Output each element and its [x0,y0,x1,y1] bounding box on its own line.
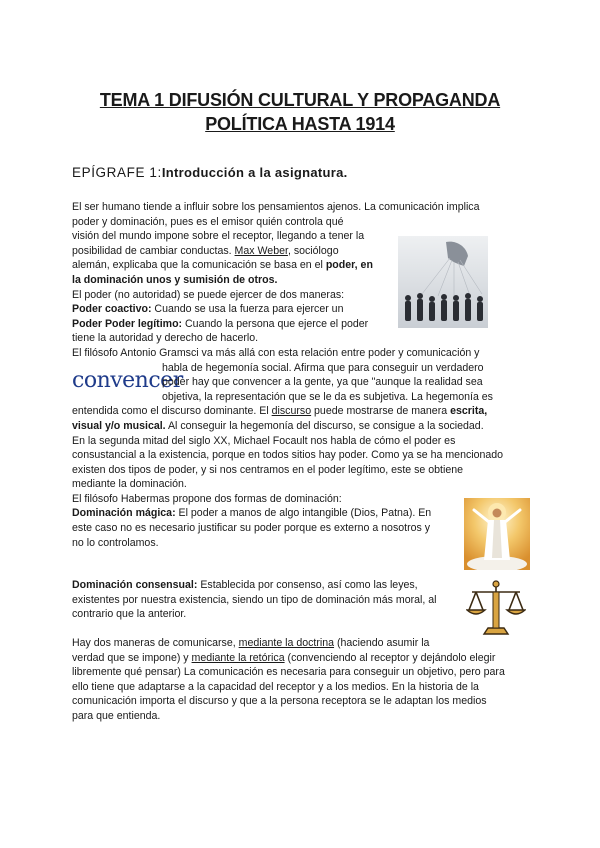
paragraph-5-line-4: no lo controlamos. [72,536,159,549]
paragraph-7-line-5: comunicación importa el discurso y que a la persona receptora se le adaptan los medios [72,695,487,708]
text-run: Cuando se usa la fuerza para ejercer un [151,303,344,316]
max-weber-link[interactable]: Max Weber [234,244,288,257]
paragraph-7-line-4: ello tiene que adaptarse a la capacidad del receptor y a los medios. En la historia de la [72,680,479,693]
paragraph-1-line-3: visión del mundo impone sobre el receptor, llegando a tener la [72,230,365,243]
paragraph-3-line-1: El filósofo Antonio Gramsci va más allá con esta relación entre poder y comunicación y [72,346,480,359]
title-line-2: POLÍTICA HASTA 1914 [205,114,395,134]
paragraph-2-line-1: El poder (no autoridad) se puede ejercer de dos maneras: [72,288,345,301]
doctrina-link[interactable]: mediante la doctrina [238,637,335,650]
paragraph-4-line-3: existen dos tipos de poder, y si nos centramos en el poder legítimo, este se obtiene [72,463,464,476]
section-heading-text: Introducción a la asignatura. [161,165,348,180]
text-run: El poder a manos de algo intangible (Dios, Patna). En [175,507,432,520]
paragraph-3-line-4: objetiva, la representación que se le da es subjetiva. La hegemonía es [162,390,493,403]
paragraph-2-line-4: tiene la autoridad y derecho de hacerlo. [72,332,259,345]
paragraph-4-line-2: consustancial a la existencia, porque en todos sitios hay poder. Como ya se ha mencionado [72,449,504,462]
spacer [72,564,530,578]
paragraph-1-line-6 [72,273,530,288]
paragraph-3-line-2: habla de hegemonía social. Afirma que para conseguir un verdadero [162,361,484,374]
paragraph-1-line-1: El ser humano tiende a influir sobre los pensamientos ajenos. La comunicación implica [72,201,480,213]
bold-run: Dominación consensual: [72,579,198,592]
section-heading-lead: EPÍGRAFE 1: [72,165,162,180]
convencer-wordart: convencer [72,368,183,393]
bold-run: Dominación mágica: [72,507,176,520]
paragraph-6-line-2: existentes por nuestra existencia, siendo un tipo de dominación más moral, al [72,593,437,606]
document-title [40,88,560,136]
dominacion-consensual-line [72,578,530,593]
text-run: (convenciendo al receptor y dejándolo elegir [284,651,496,664]
section-heading [72,165,348,180]
paragraph-1-line-5 [72,258,530,273]
paragraph-7-line-6: para que entienda. [72,710,161,722]
text-run: Hay dos maneras de comunicarse, [72,637,239,650]
bold-run: Poder Poder legítimo: [72,317,183,330]
text-run: verdad que se impone) y [72,651,192,664]
dominacion-magica-line [72,506,530,521]
paragraph-5-line-1: El filósofo Habermas propone dos formas de dominación: [72,492,342,505]
bold-run: la dominación unos y sumisión de otros. [72,273,278,286]
poder-coactivo-line [72,302,530,317]
paragraph-3-line-5 [72,404,530,419]
bold-run: escrita, [450,405,488,418]
paragraph-3-line-6 [72,419,530,434]
bold-run: poder, en [325,259,373,272]
paragraph-7-line-1 [72,636,530,651]
bold-run: Poder coactivo: [72,303,152,316]
text-run: , sociólogo [287,244,339,257]
paragraph-1-line-4 [72,244,530,259]
title-line-1: TEMA 1 DIFUSIÓN CULTURAL Y PROPAGANDA [99,90,501,110]
document-body [72,200,530,724]
text-run: alemán, explicaba que la comunicación se basa en el [72,259,326,272]
paragraph-4-line-1: En la segunda mitad del siglo XX, Michael Focault nos habla de cómo el poder es [72,434,456,447]
retorica-link[interactable]: mediante la retórica [191,651,285,664]
spacer [72,550,530,564]
text-run: entendida como el discurso dominante. El [72,405,272,418]
text-run: posibilidad de cambiar conductas. [72,244,235,257]
paragraph-3-line-3: poder hay que convencer a la gente, ya que "aunque la realidad sea [162,376,483,389]
poder-legitimo-line [72,317,530,332]
text-run: Establecida por consenso, así como las leyes, [197,579,418,592]
paragraph-5-line-3: este caso no es necesario justificar su poder porque es externo a nosotros y [72,522,431,535]
paragraph-1-line-2: poder y dominación, pues es el emisor quién controla qué [72,215,344,228]
paragraph-4-line-4: mediante la dominación. [72,478,187,491]
text-run: (haciendo asumir la [334,637,430,650]
paragraph-7-line-3: libremente qué pensar) La comunicación es necesaria para conseguir un objetivo, pero para [72,666,505,679]
paragraph-7-line-2 [72,651,530,666]
text-run: Al conseguir la hegemonía del discurso, se consigue a la sociedad. [165,419,484,432]
text-run: Cuando la persona que ejerce el poder [182,317,369,330]
bold-run: visual y/o musical. [72,419,166,432]
spacer [72,622,530,636]
discurso-link[interactable]: discurso [271,405,312,418]
text-run: puede mostrarse de manera [311,405,451,418]
paragraph-6-line-3: contrario que la anterior. [72,608,187,621]
